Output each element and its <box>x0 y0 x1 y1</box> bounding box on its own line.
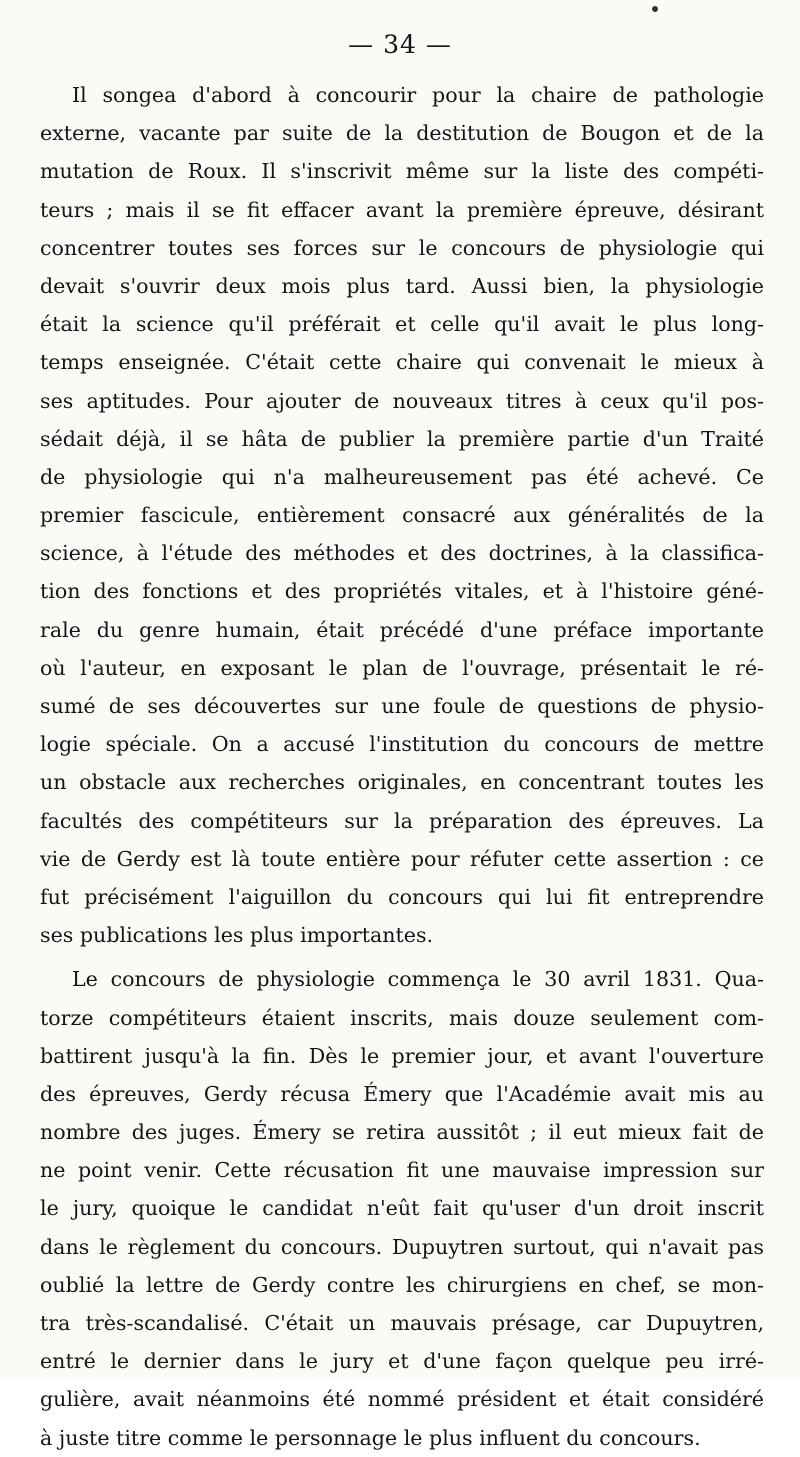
text-line: le jury, quoique le candidat n'eût fait qu'user d'un droit inscrit <box>40 1196 764 1221</box>
text-line: fut précisément l'aiguillon du concours qui lui fit entreprendre <box>40 884 764 909</box>
text-line: où l'auteur, en exposant le plan de l'ouvrage, présentait le ré- <box>40 655 764 680</box>
text-line: gulière, avait néanmoins été nommé président et était considéré <box>40 1387 764 1412</box>
text-line: rale du genre humain, était précédé d'une préface importante <box>40 617 764 642</box>
text-line: ne point venir. Cette récusation fit une mauvaise impression sur <box>40 1158 764 1183</box>
text-line: devait s'ouvrir deux mois plus tard. Aussi bien, la physiologie <box>40 273 764 298</box>
text-line: externe, vacante par suite de la destitution de Bougon et de la <box>40 121 764 146</box>
text-line: nombre des juges. Émery se retira aussitôt ; il eut mieux fait de <box>40 1120 764 1145</box>
text-line: Il songea d'abord à concourir pour la chaire de pathologie <box>72 83 764 107</box>
text-line: sumé de ses découvertes sur une foule de questions de physio- <box>40 694 764 718</box>
text-line: temps enseignée. C'était cette chaire qui convenait le mieux à <box>40 350 764 375</box>
text-line: entré le dernier dans le jury et d'une façon quelque peu irré- <box>40 1349 764 1374</box>
page-number: — 34 — <box>348 30 452 59</box>
text-line: premier fascicule, entièrement consacré aux généralités de la <box>40 503 764 528</box>
text-line: dans le règlement du concours. Dupuytren surtout, qui n'avait pas <box>40 1234 764 1259</box>
body-text <box>40 76 764 1457</box>
text-line: science, à l'étude des méthodes et des doctrines, à la classifica- <box>40 541 764 566</box>
text-line: torze compétiteurs étaient inscrits, mais douze seulement com- <box>40 1005 764 1030</box>
text-line: concentrer toutes ses forces sur le concours de physiologie qui <box>40 235 764 260</box>
ink-speck <box>652 6 658 12</box>
text-line: logie spéciale. On a accusé l'institution du concours de mettre <box>40 732 764 757</box>
text-line: facultés des compétiteurs sur la préparation des épreuves. La <box>40 808 764 833</box>
text-line: à juste titre comme le personnage le plus influent du concours. <box>40 1425 701 1450</box>
text-line: Le concours de physiologie commença le 30 avril 1831. Qua- <box>72 967 764 992</box>
paragraph-2 <box>40 960 764 1456</box>
text-line: ses aptitudes. Pour ajouter de nouveaux titres à ceux qu'il pos- <box>40 388 764 413</box>
text-line: était la science qu'il préférait et celle qu'il avait le plus long- <box>40 312 764 337</box>
text-line: un obstacle aux recherches originales, en concentrant toutes les <box>40 770 764 795</box>
text-line: mutation de Roux. Il s'inscrivit même sur la liste des compéti- <box>40 159 764 184</box>
text-line: de physiologie qui n'a malheureusement pas été achevé. Ce <box>40 464 764 489</box>
text-line: sédait déjà, il se hâta de publier la première partie d'un Traité <box>40 426 764 451</box>
text-line: battirent jusqu'à la fin. Dès le premier jour, et avant l'ouverture <box>40 1043 764 1068</box>
text-line: teurs ; mais il se fit effacer avant la première épreuve, désirant <box>40 197 764 222</box>
text-line: tion des fonctions et des propriétés vitales, et à l'histoire géné- <box>40 579 764 604</box>
text-line: tra très-scandalisé. C'était un mauvais présage, car Dupuytren, <box>40 1311 764 1335</box>
text-line: vie de Gerdy est là toute entière pour réfuter cette assertion : ce <box>40 846 764 871</box>
text-line: ses publications les plus importantes. <box>40 923 434 948</box>
text-line: des épreuves, Gerdy récusa Émery que l'Académie avait mis au <box>40 1081 764 1106</box>
paragraph-1 <box>40 76 764 954</box>
text-line: oublié la lettre de Gerdy contre les chirurgiens en chef, se mon- <box>40 1272 764 1297</box>
